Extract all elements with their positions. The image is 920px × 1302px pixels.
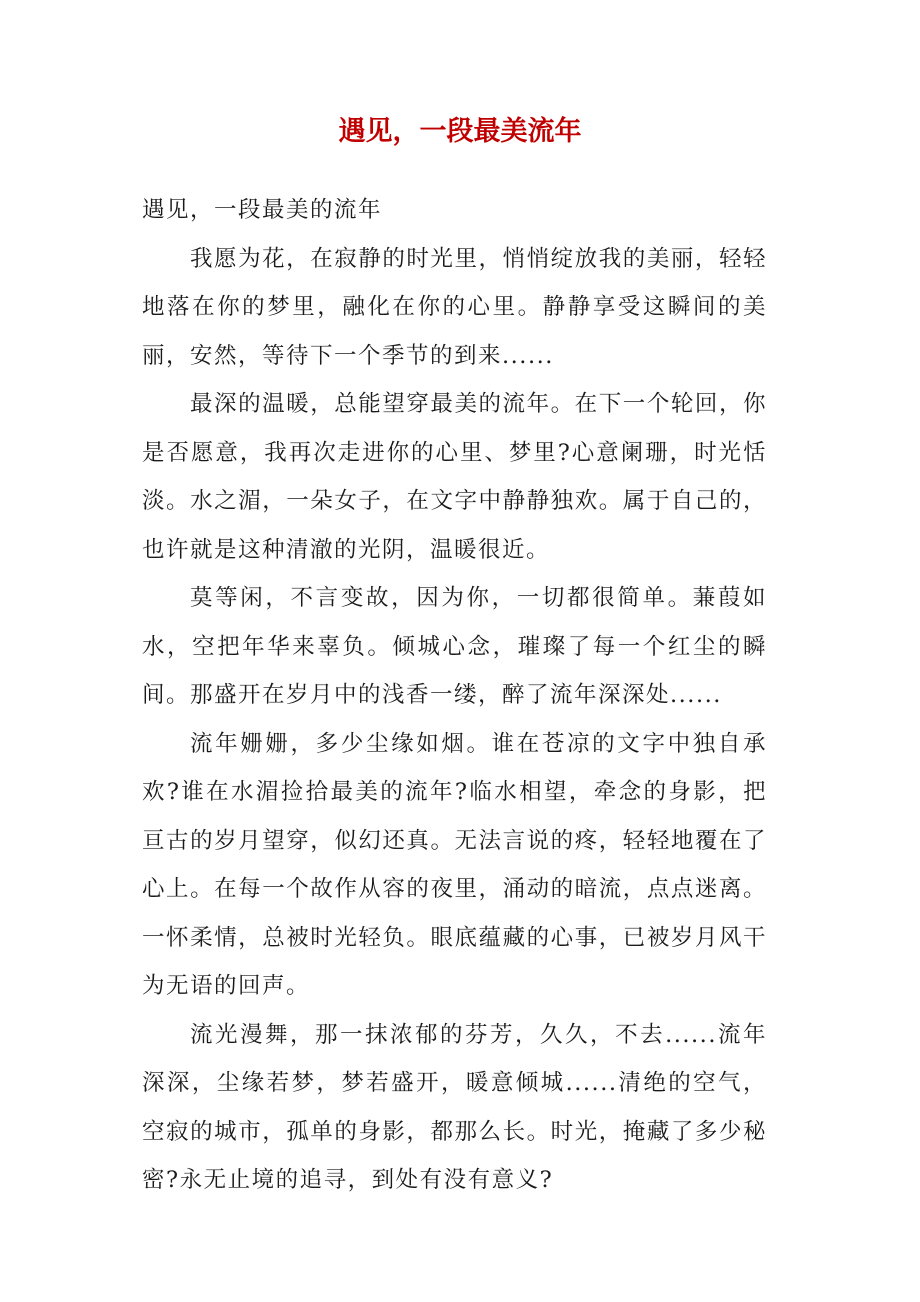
paragraph-1: 我愿为花，在寂静的时光里，悄悄绽放我的美丽，轻轻地落在你的梦里，融化在你的心里。静静享受这瞬间的美丽，安然，等待下一个季节的到来......	[142, 245, 767, 369]
paragraph-3: 莫等闲，不言变故，因为你，一切都很简单。蒹葭如水，空把年华来辜负。倾城心念，璀璨了每一个红尘的瞬间。那盛开在岁月中的浅香一缕，醉了流年深深处......	[142, 585, 767, 708]
document-body	[142, 186, 767, 1205]
paragraph-4: 流年姗姗，多少尘缘如烟。谁在苍凉的文字中独自承欢?谁在水湄捡拾最美的流年?临水相望，牵念的身影，把亘古的岁月望穿，似幻还真。无法言说的疼，轻轻地覆在了心上。在每一个故作从容的夜里，涌动的暗流，点点迷离。一怀柔情，总被时光轻负。眼底蕴藏的心事，已被岁月风干为无语的回声。	[142, 730, 767, 999]
document-title: 遇见，一段最美流年	[338, 116, 582, 147]
paragraph-2: 最深的温暖，总能望穿最美的流年。在下一个轮回，你是否愿意，我再次走进你的心里、梦里?心意阑珊，时光恬淡。水之湄，一朵女子，在文字中静静独欢。属于自己的，也许就是这种清澈的光阴，温暖很近。	[142, 391, 767, 563]
document-subtitle: 遇见，一段最美的流年	[142, 197, 383, 223]
paragraph-5: 流光漫舞，那一抹浓郁的芬芳，久久，不去......流年深深，尘缘若梦，梦若盛开，暖意倾城......清绝的空气，空寂的城市，孤单的身影，都那么长。时光，掩藏了多少秘密?永无止境的追寻，到处有没有意义?	[142, 1021, 767, 1193]
